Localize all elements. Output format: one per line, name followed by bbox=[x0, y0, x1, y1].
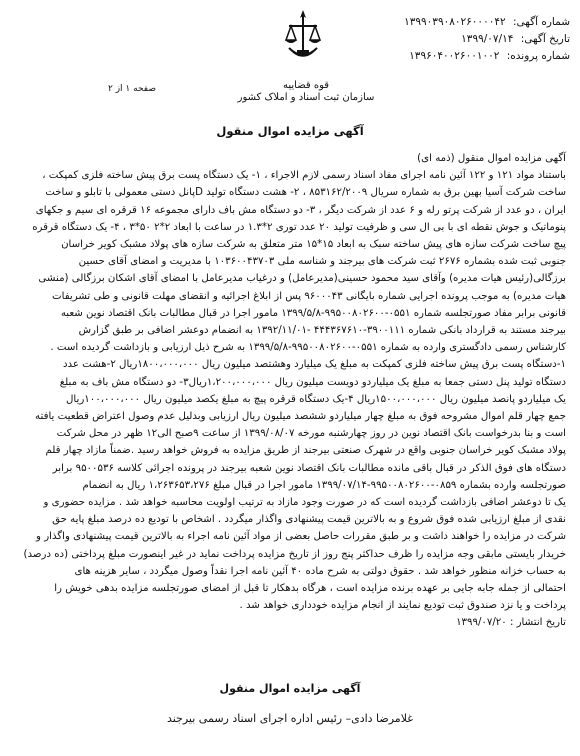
body-line: کارشناس رسمی دادگستری وارده به شماره ۰۵۵۱-۹۹۵۰۰۸۰۲۶۰۰-۱۳۹۹/۵/۸ به شرح ذیل ارزیابی و بازداشت گردیده است . bbox=[50, 342, 566, 354]
body-line: دستگاه تولید پنل دستی جمعا به مبلغ یک میلیاردو دویست میلیون ریال ۱،۲۰۰،۰۰۰،۰۰۰ریال۳- دو دستگاه مش باف به مبلغ bbox=[59, 376, 566, 388]
body-line: قانونی برابر مفاد صورتجلسه شماره ۰۵۵۱-۹۹۵۰۰۸۰۲۶۰۰-۱۳۹۹/۵/۸ مامور اجرا در قبال مطالبات بانک اقتصاد نوین شعبه bbox=[60, 307, 566, 319]
body-line: به حساب خزانه منظور خواهد شد . حقوق دولتی به شرح ماده ۴۰ آئین نامه اجرا نقداً وصول میگردد ، سایر هزینه های bbox=[74, 565, 566, 577]
body-line: پولاد مشبک کویر خراسان جنوبی واقع در شهرک صنعتی بیرجند از طریق مزایده به فروش خواهد رسید .ضمناً مازاد چهار قلم bbox=[45, 445, 566, 457]
body-line: شرکت در مزایده را خواهند داشت و بر طبق مقررات حاصل بعضی از مواد آئین نامه اجراء به بالاترین قیمت پیشنهادی واگذار و bbox=[36, 531, 566, 543]
organization-line1: قوه قضاییه bbox=[282, 80, 330, 91]
case-number-label: شماره پرونده: bbox=[506, 50, 570, 62]
body-line: پیچ ساخت شرکت سازه های پیش ساخته سبک به ابعاد ۱۵*۱۵ متر متعلق به شرکت سازه های پولاد مشبک کویر خراسان bbox=[61, 239, 566, 251]
body-line: صورتجلسه وارده بشماره ۰۸۵۹-۹۹۵۰۰۸۰۲۶۰۰-۱۳۹۹/۰۷/۱۴ مامور اجرا در قبال مبلغ ۱،۲۶۳۶۵۳،۲۷۶ ریال به انضمام bbox=[82, 479, 566, 491]
body-line: خریدار بایستی مابقی وجه مزایده را ظرف حداکثر پنج روز از تاریخ مزایده پرداخت نماید در غیر اینصورت مبلغ پرداختی (ده درصد) bbox=[23, 548, 566, 560]
body-line: ساخت شرکت آسیا بهین برق به شماره سریال ۸۵۳۱۶۲/۲۰۰۹ ، ۲- هشت دستگاه تولید Dپانل دستی معمولی با تابلو و ساخت bbox=[45, 187, 566, 199]
body-line: باستناد مواد ۱۲۱ و ۱۲۲ آئین نامه اجرای مفاد اسناد رسمی لازم الاجراء ، ۱- یک دستگاه پست برق پیش ساخته فلزی کمپکت ، bbox=[42, 170, 566, 182]
case-number-value: ۱۳۹۶۰۴۰۰۲۶۰۰۱۰۰۲ bbox=[409, 50, 500, 62]
organization-line2: سازمان ثبت اسناد و املاک کشور bbox=[237, 92, 375, 103]
signature-line: غلامرضا دادی– رئیس اداره اجرای اسناد رسمی بیرجند bbox=[166, 712, 414, 725]
notice-number-value: ۱۳۹۹۰۳۹۰۸۰۲۶۰۰۰۰۴۲ bbox=[404, 16, 506, 28]
page-title: آگهی مزایده اموال منقول bbox=[216, 124, 364, 138]
publication-date: تاریخ انتشار : ۱۳۹۹/۰۷/۲۰ bbox=[456, 617, 566, 629]
body-line: برزگالی(رئیس هیات مدیره) وآقای سید محمود حسینی(مدیرعامل) و درغیاب مدیرعامل با امضای آقای اشکان برزگالی (منشی bbox=[38, 273, 566, 285]
notice-body bbox=[18, 150, 566, 632]
body-line: ۱-دستگاه پست برق پیش ساخته فلزی کمپکت به مبلغ یک میلیارد وهشتصد میلیون ریال ۱۸۰۰،۰۰۰،۰۰۰ریال ۲-هشت عدد bbox=[62, 359, 566, 371]
body-line: پرداخت و یا نزد صندوق ثبت تودیع نمایند از انجام مزایده خودداری خواهد شد . bbox=[239, 600, 566, 612]
case-number-row bbox=[330, 48, 570, 65]
body-line: یک تا دوعشر اضافی بازداشت گردیده است که در صورت وجود مازاد به ترتیب اولویت محاسبه خواهد شد . مزایده حضوری و bbox=[43, 497, 566, 509]
notice-date-label: تاریخ آگهی: bbox=[520, 33, 570, 45]
judiciary-emblem-icon bbox=[283, 8, 323, 64]
body-line: آگهی مزایده اموال منقول (ذمه ای) bbox=[417, 153, 566, 164]
page-number: صفحه ۱ از ۲ bbox=[108, 84, 156, 94]
organization-name bbox=[222, 80, 390, 104]
notice-meta bbox=[330, 14, 570, 65]
body-line: یک میلیاردو پانصد میلیون ریال ۱۵۰۰،۰۰۰،۰۰۰ریال ۴-یک دستگاه قرقره پیچ به مبلغ یکصد میلیون ریال ۱۰۰،۰۰۰،۰۰۰ریال bbox=[66, 393, 566, 405]
body-line: است و بنا بدرخواست بانک اقتصاد نوین در روز چهارشنبه مورخه ۱۳۹۹/۰۸/۰۷ از ساعت ۹صبح الی۱۲ ظهر در محل شرکت bbox=[56, 428, 566, 440]
body-line: نقدی از مبلغ ارزیابی شده فوق شروع و به بالاترین قیمت پیشنهادی واگذار میگردد . اشخاص با تودیع ده درصد مبلغ پایه حق bbox=[52, 514, 566, 526]
body-line: جنوبی ثبت شده بشماره ۲۶۷۶ ثبت شرکت های بیرجند و شناسه ملی ۱۰۳۶۰۰۴۳۷۰۳ با مدیریت و امضای آقای حسین bbox=[78, 256, 566, 268]
body-line: دستگاه های فوق الذکر در قبال باقی مانده مطالبات بانک اقتصاد نوین شعبه بیرجند در پرونده اجرائی کلاسه ۹۵۰۰۵۳۶ برابر bbox=[52, 462, 566, 474]
body-line: هیات مدیره) به موجب پرونده اجرایی شماره بایگانی ۹۶۰۰۰۴۳ پس از ابلاغ اجرائیه و انقضای مهلت قانونی و طی تشریفات bbox=[52, 290, 566, 302]
body-line: احتمالی از جمله جابه جایی بر عهده برنده مزایده است ، هرگاه بدهکار تا قبل از امضای صورتجلسه مزایده بدهی خویش را bbox=[54, 583, 566, 595]
body-line: جمع چهار قلم اموال مشروحه فوق به مبلغ چهار میلیاردو ششصد میلیون ریال ارزیابی وبدلیل عدم وصول اعتراض قطعیت یافته bbox=[35, 411, 566, 423]
body-line: بیرجند مستند به قرارداد بانکی شماره ۳۹۰۰۱۱۱-۴۴۴۳۶۷۶۱۰ -۱۳۹۲/۱۱/۰۱ به انضمام دوعشر اضافی بر طبق گزارش bbox=[78, 325, 566, 337]
body-line: ایران ، دو عدد از شرکت پرتو رله و ۶ عدد از شرکت دیگر ، ۳- دو دستگاه مش باف دارای مجموعه ۱۶ قرقره ای سیم و جکهای bbox=[35, 204, 566, 216]
notice-date-row bbox=[330, 31, 570, 48]
footer-title: آگهی مزایده اموال منقول bbox=[219, 682, 361, 695]
notice-number-row bbox=[330, 14, 570, 31]
notice-number-label: شماره آگهی: bbox=[512, 16, 570, 28]
notice-date-value: ۱۳۹۹/۰۷/۱۴ bbox=[461, 33, 514, 45]
body-line: پنوماتیک و جوش نقطه ای با بی ال سی و ظرفیت تولید ۲۰ عدد توری ۲*۱.۳ در ساعت با ابعاد ۲*۲ ۵۰*۳ ، ۴- یک دستگاه قرقره bbox=[32, 221, 566, 233]
